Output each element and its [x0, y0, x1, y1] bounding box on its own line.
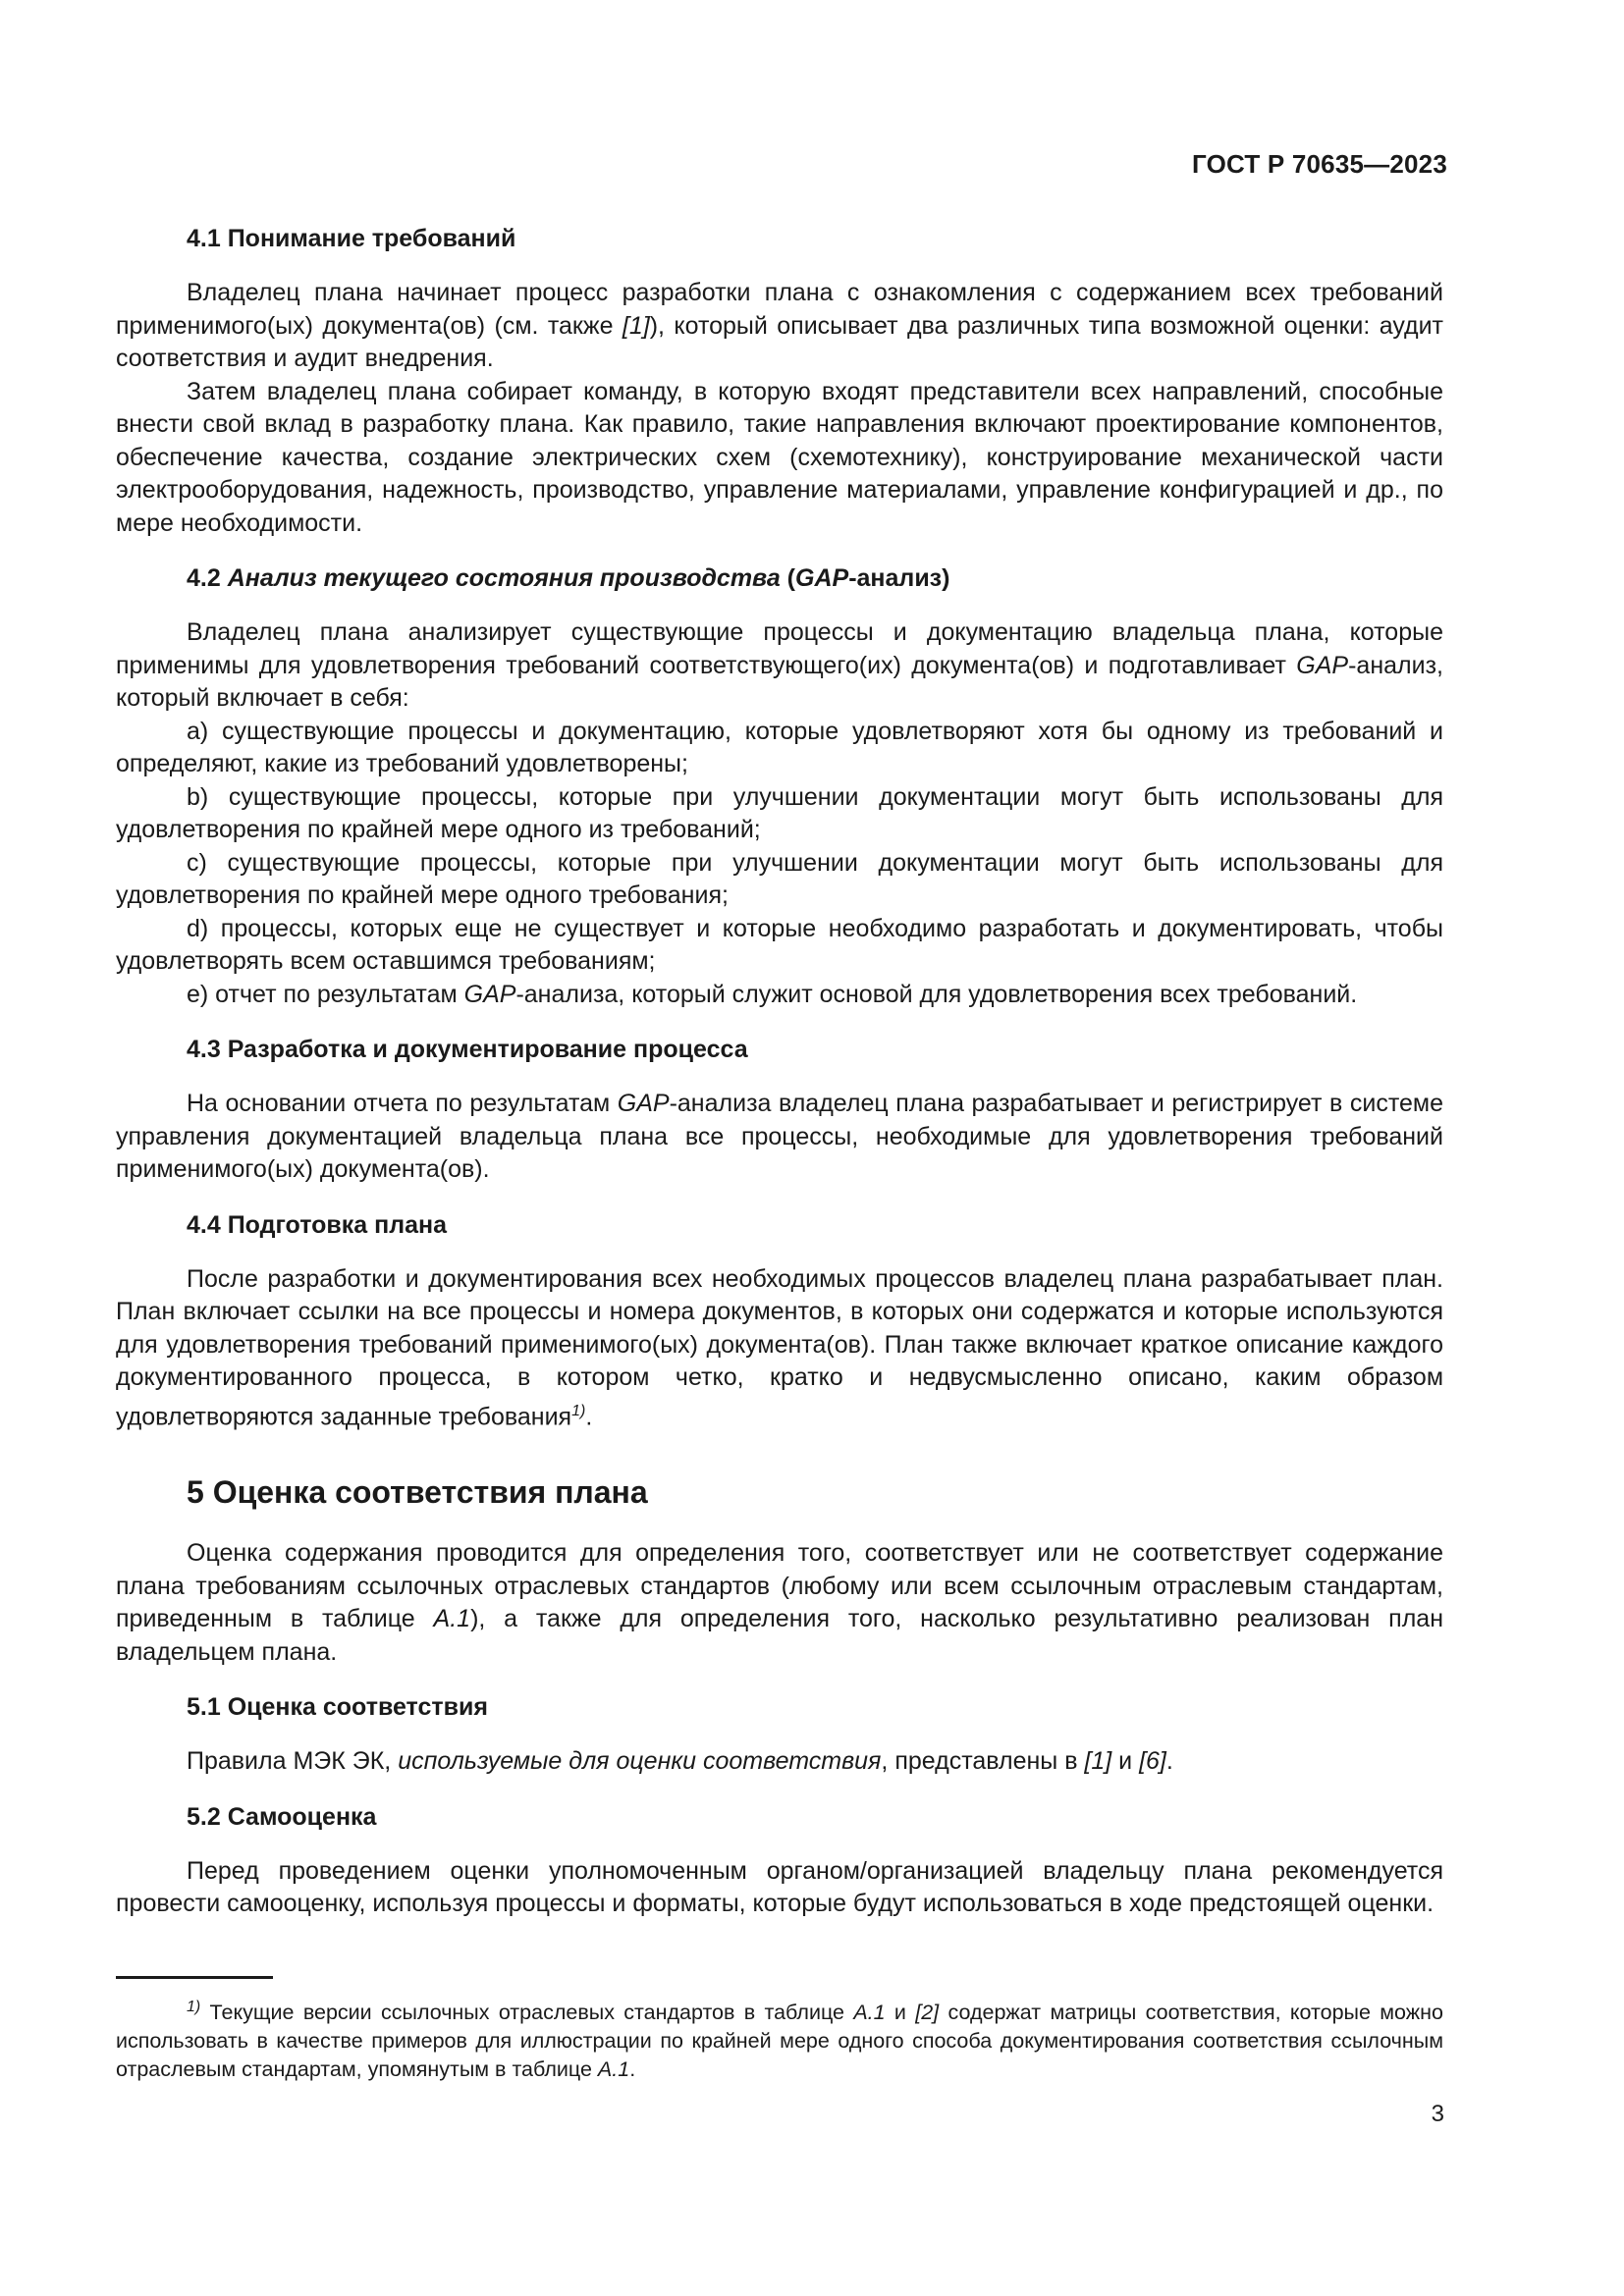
- table-reference: А.1: [853, 2001, 886, 2025]
- gap-term: GAP: [1296, 651, 1349, 679]
- section-heading: [187, 561, 1443, 595]
- section-heading: 4.1 Понимание требований: [187, 225, 516, 252]
- section-4-2: [116, 561, 1443, 1011]
- list-item: b) существующие процессы, которые при улучшении документации могут быть использованы для удовлетворения по крайней мере одного из требований;: [116, 782, 1443, 843]
- text-run: -анализ): [848, 564, 950, 592]
- footnote-marker[interactable]: 1): [571, 1402, 586, 1419]
- section-4-4: [116, 1208, 1443, 1434]
- reference-link: [6]: [1139, 1747, 1166, 1776]
- text-run: -анализ, который включает в себя:: [116, 651, 1443, 712]
- table-reference: А.1: [433, 1605, 471, 1633]
- text-run: Правила МЭК ЭК,: [187, 1747, 399, 1776]
- document-id-header: ГОСТ Р 70635—2023: [1192, 149, 1447, 179]
- text-run: (: [780, 564, 796, 592]
- text-run: .: [1165, 1747, 1173, 1776]
- text-run: Оценка содержания проводится для определения того, соответствует или не соответствует содержание плана требованиям ссылочных отраслевых стандартов (любому или всем ссылочным отраслевым стандартам, приведенным в таблице: [116, 1539, 1443, 1633]
- section-5-2: [116, 1800, 1443, 1921]
- page-number: 3: [1431, 2101, 1444, 2127]
- text-run: ), который описывает два различных типа возможной оценки: аудит соответствия и аудит внедрения.: [116, 311, 1443, 372]
- reference-link: [1]: [622, 311, 650, 340]
- text-run: -анализа, который служит основой для удовлетворения всех требований.: [515, 980, 1358, 1008]
- section-5-1: [116, 1690, 1443, 1779]
- paragraph: Перед проведением оценки уполномоченным органом/организацией владельцу плана рекомендуется провести самооценку, используя процессы и форматы, которые будут использоваться в ходе предстоящей оценки.: [116, 1856, 1443, 1918]
- heading-number: 4.2: [187, 564, 228, 592]
- text-run: Текущие версии ссылочных отраслевых стандартов в таблице: [200, 2001, 854, 2025]
- text-run: После разработки и документирования всех необходимых процессов владелец плана разрабатывает план. План включает ссылки на все процессы и номера документов, в которых они содержатся и которые используются для удовлетворения требований применимого(ых) документа(ов). План также включает краткое описание каждого документированного процесса, в котором четко, кратко и недвусмысленно описано, каким образом удовлетворяются заданные требования: [116, 1264, 1443, 1430]
- gap-term: GAP: [617, 1090, 670, 1117]
- page-body: [116, 222, 1443, 1943]
- text-run: На основании отчета по результатам: [187, 1090, 618, 1117]
- section-heading: 4.3 Разработка и документирование процесса: [187, 1036, 748, 1063]
- section-4-1: [116, 222, 1443, 540]
- footnote-divider: [116, 1976, 273, 1979]
- text-run: .: [585, 1402, 593, 1430]
- text-run: e) отчет по результатам: [187, 980, 464, 1008]
- paragraph: [116, 1745, 1443, 1779]
- text-run: , представлены в: [881, 1747, 1085, 1776]
- paragraph: [116, 1088, 1443, 1187]
- text-run: и: [1111, 1747, 1140, 1776]
- list-item: d) процессы, которых еще не существует и которые необходимо разработать и документировать, чтобы удовлетворять всем оставшимся требованиям;: [116, 914, 1443, 975]
- chapter-heading: 5 Оценка соответствия плана: [187, 1474, 648, 1511]
- italic-phrase: используемые для оценки соответствия: [398, 1747, 882, 1776]
- paragraph: [116, 1263, 1443, 1434]
- gap-term: GAP: [463, 980, 516, 1008]
- paragraph: [116, 277, 1443, 376]
- section-heading: 5.2 Самооценка: [187, 1802, 377, 1831]
- section-heading: 4.4 Подготовка плана: [187, 1210, 448, 1239]
- text-run: Владелец плана анализирует существующие процессы и документацию владельца плана, которые применимы для удовлетворения требований соответствующего(их) документа(ов) и подготавливает: [116, 618, 1443, 679]
- heading-italic-title: Анализ текущего состояния производства: [227, 564, 781, 592]
- text-run: .: [629, 2057, 636, 2082]
- footnote-marker: 1): [187, 1999, 201, 2015]
- text-run: Владелец плана начинает процесс разработки плана с ознакомления с содержанием всех требований применимого(ых) документа(ов) (см. также: [116, 279, 1443, 340]
- text-run: -анализа владелец плана разрабатывает и регистрирует в системе управления документацией владельца плана все процессы, необходимые для удовлетворения требований применимого(ых) документа(ов).: [116, 1090, 1443, 1183]
- text-run: и: [885, 2001, 916, 2025]
- reference-link: [2]: [915, 2001, 940, 2025]
- section-5: [116, 1472, 1443, 1669]
- section-4-3: [116, 1033, 1443, 1187]
- section-heading: 5.1 Оценка соответствия: [187, 1693, 488, 1722]
- list-item: c) существующие процессы, которые при улучшении документации могут быть использованы для удовлетворения по крайней мере одного требования;: [116, 848, 1443, 909]
- text-run: ), а также для определения того, насколько результативно реализован план владельцем плана.: [116, 1605, 1443, 1666]
- reference-link: [1]: [1084, 1747, 1112, 1776]
- paragraph: [116, 616, 1443, 716]
- gap-term: GAP: [795, 564, 849, 592]
- text-run: содержат матрицы соответствия, которые можно использовать в качестве примеров для иллюстрации по крайней мере одного способа документирования соответствия ссылочным отраслевым стандартам, упомянутым в таблице: [116, 2001, 1443, 2082]
- paragraph: Затем владелец плана собирает команду, в которую входят представители всех направлений, способные внести свой вклад в разработку плана. Как правило, такие направления включают проектирование компонентов, обеспечение качества, создание электрических схем (схемотехнику), конструирование механической части электрооборудования, надежность, производство, управление материалами, управление конфигурацией и др., по мере необходимости.: [116, 377, 1443, 537]
- paragraph: [116, 1537, 1443, 1669]
- table-reference: А.1: [597, 2057, 630, 2082]
- list-item: a) существующие процессы и документацию, которые удовлетворяют хотя бы одному из требований и определяют, какие из требований удовлетворены;: [116, 717, 1443, 777]
- footnote: [116, 1993, 1443, 2084]
- list-item: [116, 979, 1443, 1012]
